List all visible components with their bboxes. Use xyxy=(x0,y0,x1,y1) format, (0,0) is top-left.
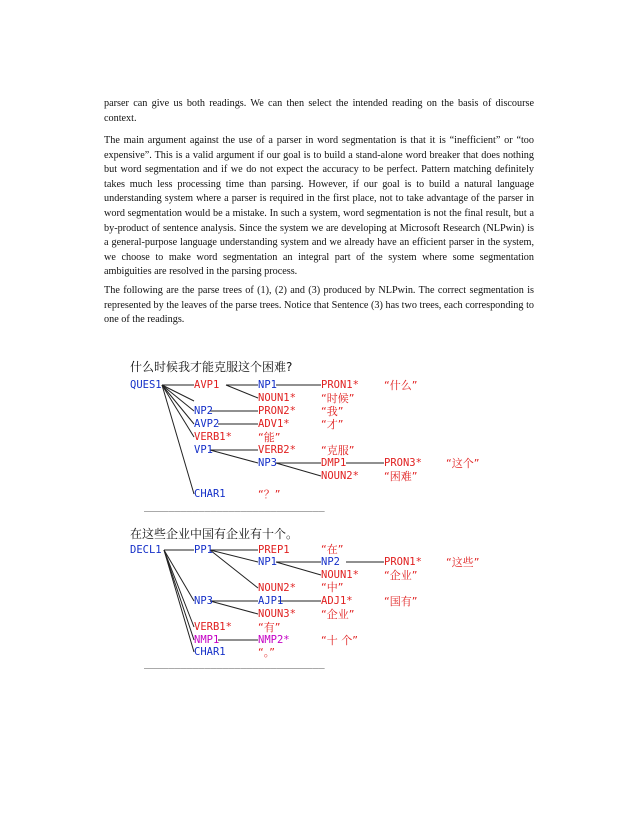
tree2-nmp1-node: NMP1 xyxy=(194,634,220,646)
tree1-np2-node: NP2 xyxy=(194,405,213,417)
tree1-verb2-node: VERB2* xyxy=(258,444,296,456)
tree2-ajp1-node: AJP1 xyxy=(258,595,284,607)
tree1-edge xyxy=(162,385,194,494)
tree1-edge xyxy=(162,385,194,411)
tree1-char1-node: CHAR1 xyxy=(194,488,226,500)
tree1-word-wo: “我” xyxy=(321,405,344,418)
tree2-noun1-node: NOUN1* xyxy=(321,569,359,581)
tree2-edge xyxy=(164,550,194,640)
tree2-word-zhong: “中” xyxy=(321,581,344,594)
tree2-edge xyxy=(164,550,194,652)
tree1-noun1-node: NOUN1* xyxy=(258,392,296,404)
tree2-root-node: DECL1 xyxy=(130,544,162,556)
paragraph-3: The following are the parse trees of (1), (2) and (3) produced by NLPwin. The correct segmentation is represented by the leaves of the parse trees. Notice that Sentence (3) has two trees, each corresponding to one of the readings. xyxy=(104,285,534,326)
tree1-word-kefu: “克服” xyxy=(321,444,355,457)
tree1-vp1-node: VP1 xyxy=(194,444,213,456)
tree2-edge xyxy=(210,601,258,614)
tree1-dmp1-node: DMP1 xyxy=(321,457,347,469)
tree1-edge xyxy=(276,463,321,476)
tree1-avp2-node: AVP2 xyxy=(194,418,220,430)
tree2-word-you: “有” xyxy=(258,621,281,634)
tree1-adv1-node: ADV1* xyxy=(258,418,290,430)
tree2-np1-node: NP1 xyxy=(258,556,277,568)
tree2-word-qiye1: “企业” xyxy=(384,569,418,582)
parse-tree-svg xyxy=(126,358,526,678)
tree2-word-guoyou: “国有” xyxy=(384,595,418,608)
tree1-edge xyxy=(210,450,258,463)
tree1-noun2-node: NOUN2* xyxy=(321,470,359,482)
tree2-edge xyxy=(164,550,194,627)
tree2-adj1-node: ADJ1* xyxy=(321,595,353,607)
tree2-word-shige: “十 个” xyxy=(321,634,358,647)
tree1-edge xyxy=(162,385,194,424)
tree1-pron2-node: PRON2* xyxy=(258,405,296,417)
tree1-word-kunnan: “困难” xyxy=(384,470,418,483)
tree2-np2-node: NP2 xyxy=(321,556,340,568)
tree1-np3-node: NP3 xyxy=(258,457,277,469)
paragraph-2: The main argument against the use of a parser in word segmentation is that it is “inefficient” or “too expensive”. This is a valid argument if our goal is to build a stand-alone word breaker that does nothing but word segmentation and if we do not expect the accuracy to be perfect. Pattern matching definitely takes much less processing time than parsing. However, if our goal is to build a natural language understanding system where a parser is required in the first place, not to take advantage of the parser in word segmentation would be a mistake. In such a system, word segmentation is not the final result, but a by-product of sentence analysis. Since the system we are developing at Microsoft Research (NLPwin) is a general-purpose language understanding system and we already have an efficient parser in the system, we choose to make word segmentation an integral part of the system where some segmentation ambiguities are resolved in the parsing process. xyxy=(104,135,534,278)
tree1-avp1-node: AVP1 xyxy=(194,379,220,391)
tree1-word-cai: “才” xyxy=(321,418,344,431)
tree2-edge xyxy=(276,562,321,575)
tree2-noun3-node: NOUN3* xyxy=(258,608,296,620)
tree2-word-qiye2: “企业” xyxy=(321,608,355,621)
tree1-word-question: “？” xyxy=(258,488,281,501)
tree2-nmp2-node: NMP2* xyxy=(258,634,290,646)
tree2-pron1-node: PRON1* xyxy=(384,556,422,568)
tree2-word-zhexie: “这些” xyxy=(446,556,480,569)
tree2-pp1-node: PP1 xyxy=(194,544,213,556)
tree1-np1-node: NP1 xyxy=(258,379,277,391)
tree1-word-zhege: “这个” xyxy=(446,457,480,470)
tree1-sentence: 什么时候我才能克服这个困难? xyxy=(130,360,293,374)
tree2-np3-node: NP3 xyxy=(194,595,213,607)
tree1-edge xyxy=(226,385,258,398)
tree2-sentence: 在这些企业中国有企业有十个。 xyxy=(130,527,299,541)
tree1-verb1-node: VERB1* xyxy=(194,431,232,443)
tree1-pron1-node: PRON1* xyxy=(321,379,359,391)
tree2-edge xyxy=(164,550,194,601)
tree2-word-zai: “在” xyxy=(321,543,344,556)
parse-tree-figure xyxy=(126,358,526,678)
tree1-root-node: QUES1 xyxy=(130,379,162,391)
tree2-prep1-node: PREP1 xyxy=(258,544,290,556)
tree2-separator: ______________________________ xyxy=(144,658,325,669)
tree2-char1-node: CHAR1 xyxy=(194,646,226,658)
tree1-separator: ______________________________ xyxy=(144,501,325,512)
tree2-verb1-node: VERB1* xyxy=(194,621,232,633)
tree1-word-shenme: “什么” xyxy=(384,379,418,392)
tree1-pron3-node: PRON3* xyxy=(384,457,422,469)
tree1-word-neng: “能” xyxy=(258,431,281,444)
tree2-noun2-node: NOUN2* xyxy=(258,582,296,594)
tree2-word-period: “。” xyxy=(258,646,275,659)
tree1-word-shihou: “时候” xyxy=(321,392,355,405)
paragraph-1: parser can give us both readings. We can then select the intended reading on the basis of discourse context. xyxy=(104,98,534,124)
